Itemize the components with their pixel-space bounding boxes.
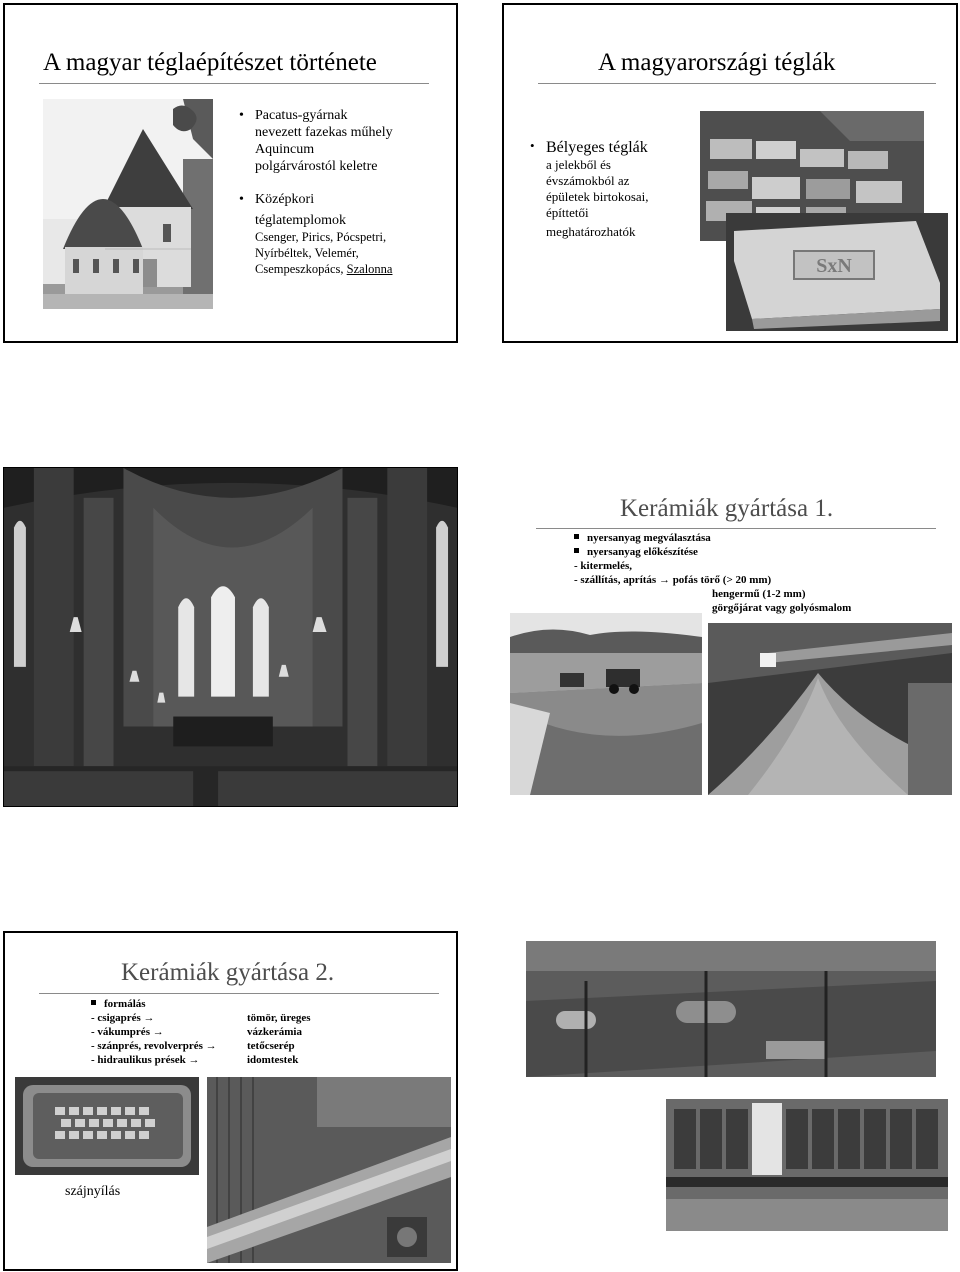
quarry-photo — [510, 613, 702, 795]
slide-4 — [502, 467, 958, 807]
slide-4-list: nyersanyag megválasztása nyersanyag előkészítése - kitermelés, - szállítás, aprítás → pofás törő (> 20 mm) hengermű (1-2 mm) görgőjárat vagy golyósmalom — [574, 532, 852, 614]
slide-6 — [502, 931, 958, 1271]
brick-production-line-photo — [666, 1099, 948, 1231]
slide-1-divider — [39, 83, 429, 84]
slide-1 — [3, 3, 458, 343]
slide-4-title: Kerámiák gyártása 1. — [620, 495, 834, 522]
bullet-pacatus: • Pacatus-gyárnak nevezett fazekas műhely Aquincum polgárvárostól keletre — [239, 107, 449, 175]
slide-1-bullets — [239, 107, 449, 277]
cathedral-interior-photo — [3, 467, 458, 807]
press-machine-photo — [207, 1077, 451, 1263]
stamped-brick-photo — [726, 213, 948, 331]
die-caption: szájnyílás — [65, 1184, 121, 1199]
slide-2-title: A magyarországi téglák — [598, 49, 836, 76]
bullet-belyeges: • Bélyeges téglák a jelekből és évszámokból az épületek birtokosai, építtetői meghatározhatók — [530, 138, 710, 240]
slide-5-divider — [39, 993, 439, 994]
bullet-kozepkori: • Középkori téglatemplomok Csenger, Pirics, Pócspetri, Nyírbéltek, Velemér, Csempeszkopács, Szalonna — [239, 191, 449, 277]
slide-2 — [502, 3, 958, 343]
slide-2-divider — [538, 83, 936, 84]
slide-2-bullets — [530, 138, 710, 240]
slide-1-title: A magyar téglaépítészet története — [43, 49, 377, 76]
extruder-die-photo — [15, 1077, 199, 1175]
slide-5-title: Kerámiák gyártása 2. — [121, 959, 335, 986]
conveyor-rollers-photo — [526, 941, 936, 1077]
slide-4-divider — [536, 528, 936, 529]
church-photo — [43, 99, 213, 309]
brick-stamp-text: SxN — [816, 255, 852, 277]
slide-5 — [3, 931, 458, 1271]
sand-pile-photo — [708, 623, 952, 795]
slide-5-list: formálás - csigaprés → tömör, üreges - vákumprés → vázkerámia - szánprés, revolverprés → tetőcserép - hidraulikus prések → idomtestek — [91, 998, 311, 1066]
szalonna-link[interactable]: Szalonna — [346, 262, 393, 276]
